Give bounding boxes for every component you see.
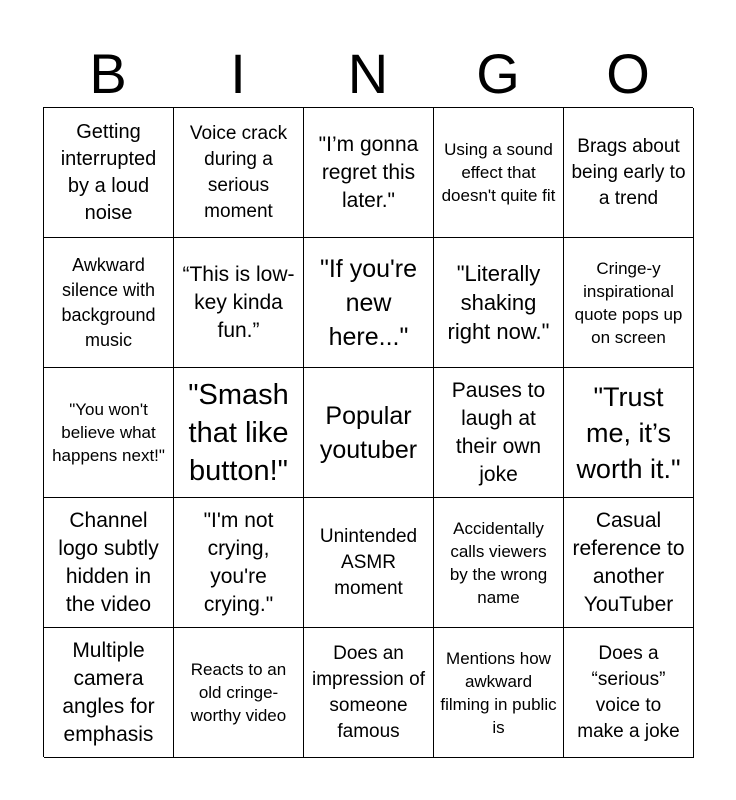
bingo-cell[interactable] <box>304 498 434 628</box>
header-letter-g: G <box>476 42 520 105</box>
bingo-cell[interactable] <box>434 498 564 628</box>
bingo-cell[interactable] <box>174 368 304 498</box>
header-letter-i: I <box>230 42 246 105</box>
bingo-cell[interactable] <box>174 238 304 368</box>
cell-text: "Smash that like button!" <box>188 378 289 487</box>
cell-text: "I'm not crying, you're crying." <box>203 508 274 616</box>
cell-text: "I’m gonna regret this later." <box>318 132 419 212</box>
bingo-cell[interactable] <box>44 628 174 758</box>
cell-text: Awkward silence with background music <box>61 254 156 350</box>
cell-text: Mentions how awkward filming in public is <box>440 648 557 737</box>
cell-text: "Trust me, it’s worth it." <box>576 381 681 484</box>
cell-text: Multiple camera angles for emphasis <box>62 638 155 746</box>
cell-text: Using a sound effect that doesn't quite fit <box>441 140 556 205</box>
bingo-cell[interactable] <box>564 238 694 368</box>
cell-text: Channel logo subtly hidden in the video <box>58 508 159 616</box>
bingo-cell[interactable] <box>304 238 434 368</box>
cell-text: Pauses to laugh at their own joke <box>451 378 546 486</box>
bingo-cell[interactable] <box>434 238 564 368</box>
cell-text: Cringe-y inspirational quote pops up on screen <box>574 258 683 347</box>
bingo-cell[interactable] <box>564 368 694 498</box>
cell-text: Casual reference to another YouTuber <box>572 508 685 616</box>
cell-text: Unintended ASMR moment <box>319 525 418 599</box>
cell-text: Getting interrupted by a loud noise <box>60 120 157 224</box>
cell-text: Accidentally calls viewers by the wrong name <box>449 518 548 607</box>
cell-text: Voice crack during a serious moment <box>189 122 288 222</box>
header-letter-o: O <box>606 42 650 105</box>
bingo-cell[interactable] <box>304 628 434 758</box>
bingo-cell[interactable] <box>44 108 174 238</box>
bingo-cell[interactable] <box>174 498 304 628</box>
cell-text: Does an impression of someone famous <box>312 642 425 742</box>
cell-text: "Literally shaking right now." <box>447 261 550 344</box>
cell-text: Popular youtuber <box>319 401 418 464</box>
bingo-cell[interactable] <box>564 628 694 758</box>
bingo-header <box>43 40 693 108</box>
bingo-grid <box>43 107 693 757</box>
bingo-cell[interactable] <box>304 368 434 498</box>
cell-text: “This is low-key kinda fun.” <box>182 262 295 342</box>
bingo-cell[interactable] <box>564 108 694 238</box>
bingo-cell[interactable] <box>174 628 304 758</box>
bingo-cell[interactable] <box>44 498 174 628</box>
cell-text: "If you're new here..." <box>319 254 418 351</box>
header-letter-n: N <box>347 42 389 105</box>
bingo-cell[interactable] <box>44 368 174 498</box>
cell-text: "You won't believe what happens next!" <box>52 400 165 465</box>
cell-text: Brags about being early to a trend <box>571 135 686 209</box>
header-letter-b: B <box>89 42 127 105</box>
bingo-cell[interactable] <box>304 108 434 238</box>
bingo-cell[interactable] <box>434 628 564 758</box>
cell-text: Reacts to an old cringe-worthy video <box>190 660 287 725</box>
bingo-cell[interactable] <box>174 108 304 238</box>
bingo-cell[interactable] <box>434 108 564 238</box>
bingo-cell[interactable] <box>44 238 174 368</box>
cell-text: Does a “serious” voice to make a joke <box>577 642 680 742</box>
bingo-cell[interactable] <box>564 498 694 628</box>
bingo-cell[interactable] <box>434 368 564 498</box>
